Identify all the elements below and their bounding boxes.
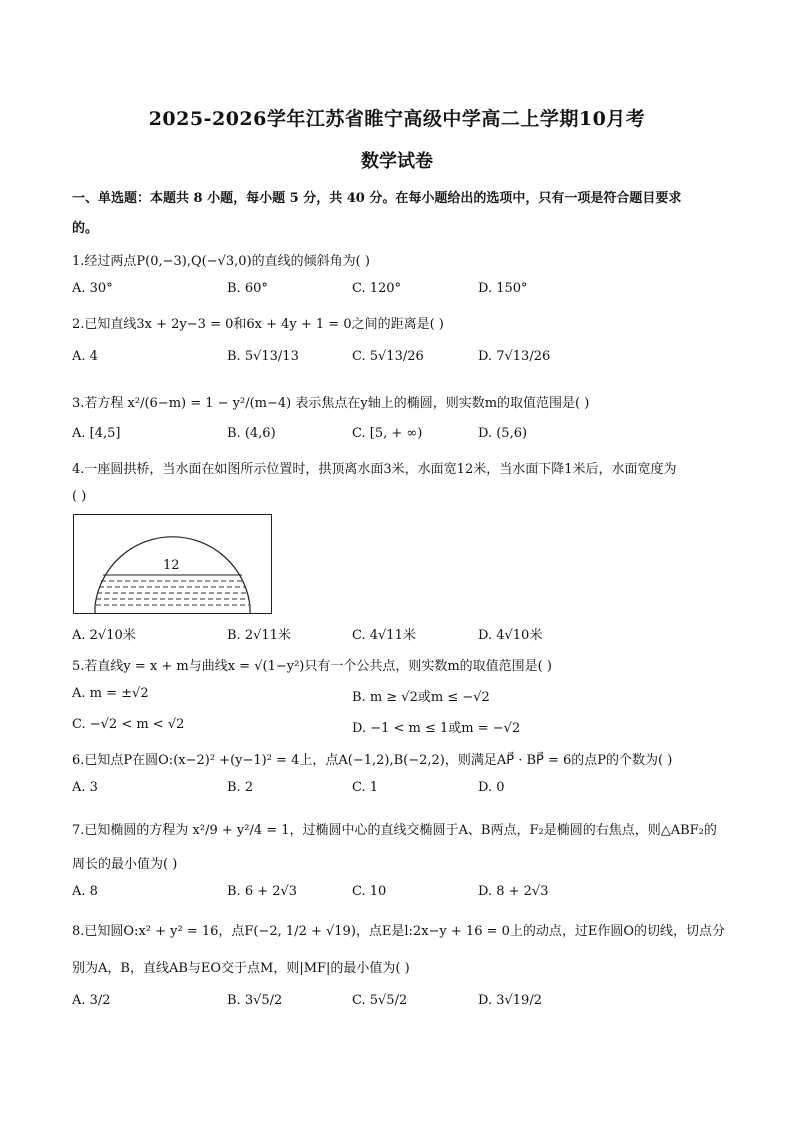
question-6: 6.已知点P在圆O:(x−2)² +(y−1)² = 4上，点A(−1,2),B(−2,2)，则满足AP⃗ · BP⃗ = 6的点P的个数为( ) — [72, 753, 673, 768]
q3-option-c[interactable]: C. [5, + ∞) — [352, 426, 423, 441]
arch-bridge-figure — [73, 514, 272, 614]
figure-width-label: 12 — [163, 558, 180, 573]
question-3: 3.若方程 x²/(6−m) = 1 − y²/(m−4) 表示焦点在y轴上的椭圆，则实数m的取值范围是( ) — [72, 396, 590, 411]
question-8-line2: 别为A，B，直线AB与EO交于点M，则|MF|的最小值为( ) — [72, 961, 410, 976]
q6-option-a[interactable]: A. 3 — [72, 780, 98, 795]
q4-option-d[interactable]: D. 4√10米 — [478, 628, 543, 643]
q7-option-b[interactable]: B. 6 + 2√3 — [227, 884, 298, 899]
q1-option-d[interactable]: D. 150° — [478, 281, 528, 296]
question-2: 2.已知直线3x + 2y−3 = 0和6x + 4y + 1 = 0之间的距离是( ) — [72, 317, 444, 332]
q3-option-a[interactable]: A. [4,5] — [72, 426, 121, 441]
q7-option-c[interactable]: C. 10 — [352, 884, 387, 899]
q5-option-d[interactable]: D. −1 < m ≤ 1或m = −√2 — [352, 721, 521, 736]
q3-option-d[interactable]: D. (5,6) — [478, 426, 528, 441]
q2-option-a[interactable]: A. 4 — [72, 349, 98, 364]
q3-option-b[interactable]: B. (4,6) — [227, 426, 276, 441]
q5-option-c[interactable]: C. −√2 < m < √2 — [72, 717, 185, 732]
q5-option-b[interactable]: B. m ≥ √2或m ≤ −√2 — [352, 690, 490, 705]
question-4-line2: ( ) — [72, 489, 87, 504]
question-7-line2: 周长的最小值为( ) — [72, 857, 178, 872]
question-1: 1.经过两点P(0,−3),Q(−√3,0)的直线的倾斜角为( ) — [72, 254, 370, 269]
question-7-line1: 7.已知椭圆的方程为 x²/9 + y²/4 = 1，过椭圆中心的直线交椭圆于A、B两点，F₂是椭圆的右焦点，则△ABF₂的 — [72, 823, 717, 838]
section-heading-line1: 一、单选题：本题共 8 小题，每小题 5 分，共 40 分。在每小题给出的选项中，只有一项是符合题目要求 — [72, 191, 682, 206]
q4-option-c[interactable]: C. 4√11米 — [352, 628, 416, 643]
q5-option-a[interactable]: A. m = ±√2 — [72, 686, 149, 701]
q7-option-a[interactable]: A. 8 — [72, 884, 98, 899]
doc-title: 2025-2026学年江苏省睢宁高级中学高二上学期10月考 — [148, 108, 646, 130]
doc-subtitle: 数学试卷 — [361, 151, 433, 172]
q2-option-b[interactable]: B. 5√13/13 — [227, 349, 299, 364]
q1-option-c[interactable]: C. 120° — [352, 281, 402, 296]
q4-option-b[interactable]: B. 2√11米 — [227, 628, 291, 643]
q4-option-a[interactable]: A. 2√10米 — [72, 628, 136, 643]
q6-option-c[interactable]: C. 1 — [352, 780, 379, 795]
section-heading-line2: 的。 — [72, 221, 99, 236]
q1-option-a[interactable]: A. 30° — [72, 281, 113, 296]
q6-option-b[interactable]: B. 2 — [227, 780, 254, 795]
question-4-line1: 4.一座圆拱桥，当水面在如图所示位置时，拱顶离水面3米，水面宽12米，当水面下降1米后，水面宽度为 — [72, 462, 677, 477]
question-8-line1: 8.已知圆O:x² + y² = 16，点F(−2, 1/2 + √19)，点E是l:2x−y + 16 = 0上的动点，过E作圆O的切线，切点分 — [72, 924, 726, 939]
q8-option-d[interactable]: D. 3√19/2 — [478, 993, 542, 1008]
q7-option-d[interactable]: D. 8 + 2√3 — [478, 884, 549, 899]
q2-option-c[interactable]: C. 5√13/26 — [352, 349, 424, 364]
q1-option-b[interactable]: B. 60° — [227, 281, 268, 296]
question-5: 5.若直线y = x + m与曲线x = √(1−y²)只有一个公共点，则实数m的取值范围是( ) — [72, 659, 552, 674]
q2-option-d[interactable]: D. 7√13/26 — [478, 349, 551, 364]
q6-option-d[interactable]: D. 0 — [478, 780, 505, 795]
q8-option-c[interactable]: C. 5√5/2 — [352, 993, 408, 1008]
q8-option-b[interactable]: B. 3√5/2 — [227, 993, 283, 1008]
q8-option-a[interactable]: A. 3/2 — [72, 993, 111, 1008]
